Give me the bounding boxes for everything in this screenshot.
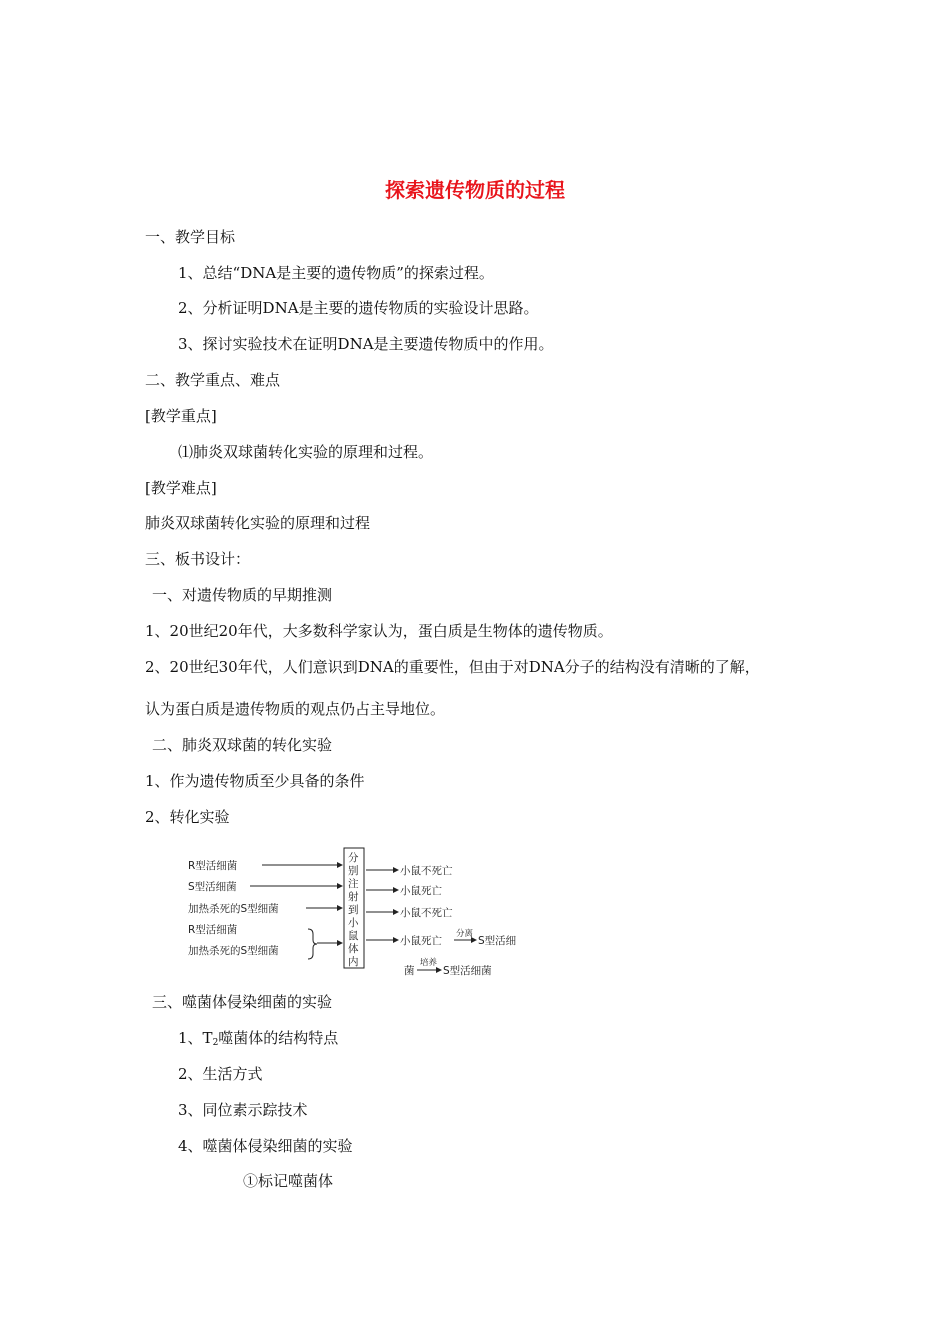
outcome-3: 小鼠不死亡 <box>400 907 453 919</box>
board-2-item-2: 2、转化实验 <box>145 808 230 826</box>
input-heat-killed-s: 加热杀死的S型细菌 <box>188 903 279 915</box>
difficulty-label: [教学难点] <box>145 479 217 497</box>
transformation-experiment-diagram <box>180 842 540 982</box>
goal-1: 1、总结“DNA是主要的遗传物质”的探索过程。 <box>178 264 494 282</box>
board-heading-3: 三、噬菌体侵染细菌的实验 <box>152 993 333 1011</box>
outcome-2: 小鼠死亡 <box>400 885 442 897</box>
input-heat-killed-s-mix: 加热杀死的S型细菌 <box>188 945 279 957</box>
separate-label: 分离 <box>456 929 474 939</box>
box-char-8: 体 <box>348 943 359 955</box>
bracket-mix <box>308 929 317 959</box>
board-heading-1: 一、对遗传物质的早期推测 <box>152 586 333 604</box>
board-1-item-1: 1、20世纪20年代，大多数科学家认为，蛋白质是生物体的遗传物质。 <box>145 622 613 640</box>
separate-result: S型活细 <box>478 935 517 947</box>
section-board-design: 三、板书设计： <box>145 550 251 568</box>
box-char-7: 鼠 <box>348 930 359 942</box>
board-heading-2: 二、肺炎双球菌的转化实验 <box>152 736 333 754</box>
section-key-points: 二、教学重点、难点 <box>145 371 281 389</box>
key-point-1: ⑴肺炎双球菌转化实验的原理和过程。 <box>178 443 434 461</box>
culture-start: 菌 <box>404 965 415 977</box>
box-char-5: 到 <box>348 904 359 916</box>
box-char-1: 分 <box>348 852 359 864</box>
input-r-live: R型活细菌 <box>188 860 238 872</box>
board-1-item-2-cont: 认为蛋白质是遗传物质的观点仍占主导地位。 <box>145 700 446 718</box>
board-1-item-2: 2、20世纪30年代，人们意识到DNA的重要性，但由于对DNA分子的结构没有清晰的了解， <box>145 658 760 676</box>
outcome-4: 小鼠死亡 <box>400 935 442 947</box>
box-char-6: 小 <box>348 917 359 929</box>
box-char-9: 内 <box>348 956 359 968</box>
board-2-item-1: 1、作为遗传物质至少具备的条件 <box>145 772 365 790</box>
board-3-item-4-1: ①标记噬菌体 <box>243 1172 334 1190</box>
key-point-label: [教学重点] <box>145 407 217 425</box>
box-char-2: 别 <box>348 865 359 877</box>
board-3-item-2: 2、生活方式 <box>178 1065 263 1083</box>
goal-2: 2、分析证明DNA是主要的遗传物质的实验设计思路。 <box>178 299 539 317</box>
goal-3: 3、探讨实验技术在证明DNA是主要遗传物质中的作用。 <box>178 335 554 353</box>
box-char-3: 注 <box>348 878 359 890</box>
culture-label: 培养 <box>420 958 438 968</box>
section-teaching-goals: 一、教学目标 <box>145 228 236 246</box>
input-s-live: S型活细菌 <box>188 881 237 893</box>
box-char-4: 射 <box>348 891 359 903</box>
board-3-item-4: 4、噬菌体侵染细菌的实验 <box>178 1137 353 1155</box>
difficulty-1: 肺炎双球菌转化实验的原理和过程 <box>145 514 371 532</box>
outcome-1: 小鼠不死亡 <box>400 865 453 877</box>
input-r-live-mix: R型活细菌 <box>188 924 238 936</box>
page-title: 探索遗传物质的过程 <box>385 178 565 202</box>
culture-result: S型活细菌 <box>443 965 492 977</box>
board-3-item-3: 3、同位素示踪技术 <box>178 1101 308 1119</box>
board-3-item-1: 1、$T_2$噬菌体的结构特点 <box>178 1029 339 1048</box>
